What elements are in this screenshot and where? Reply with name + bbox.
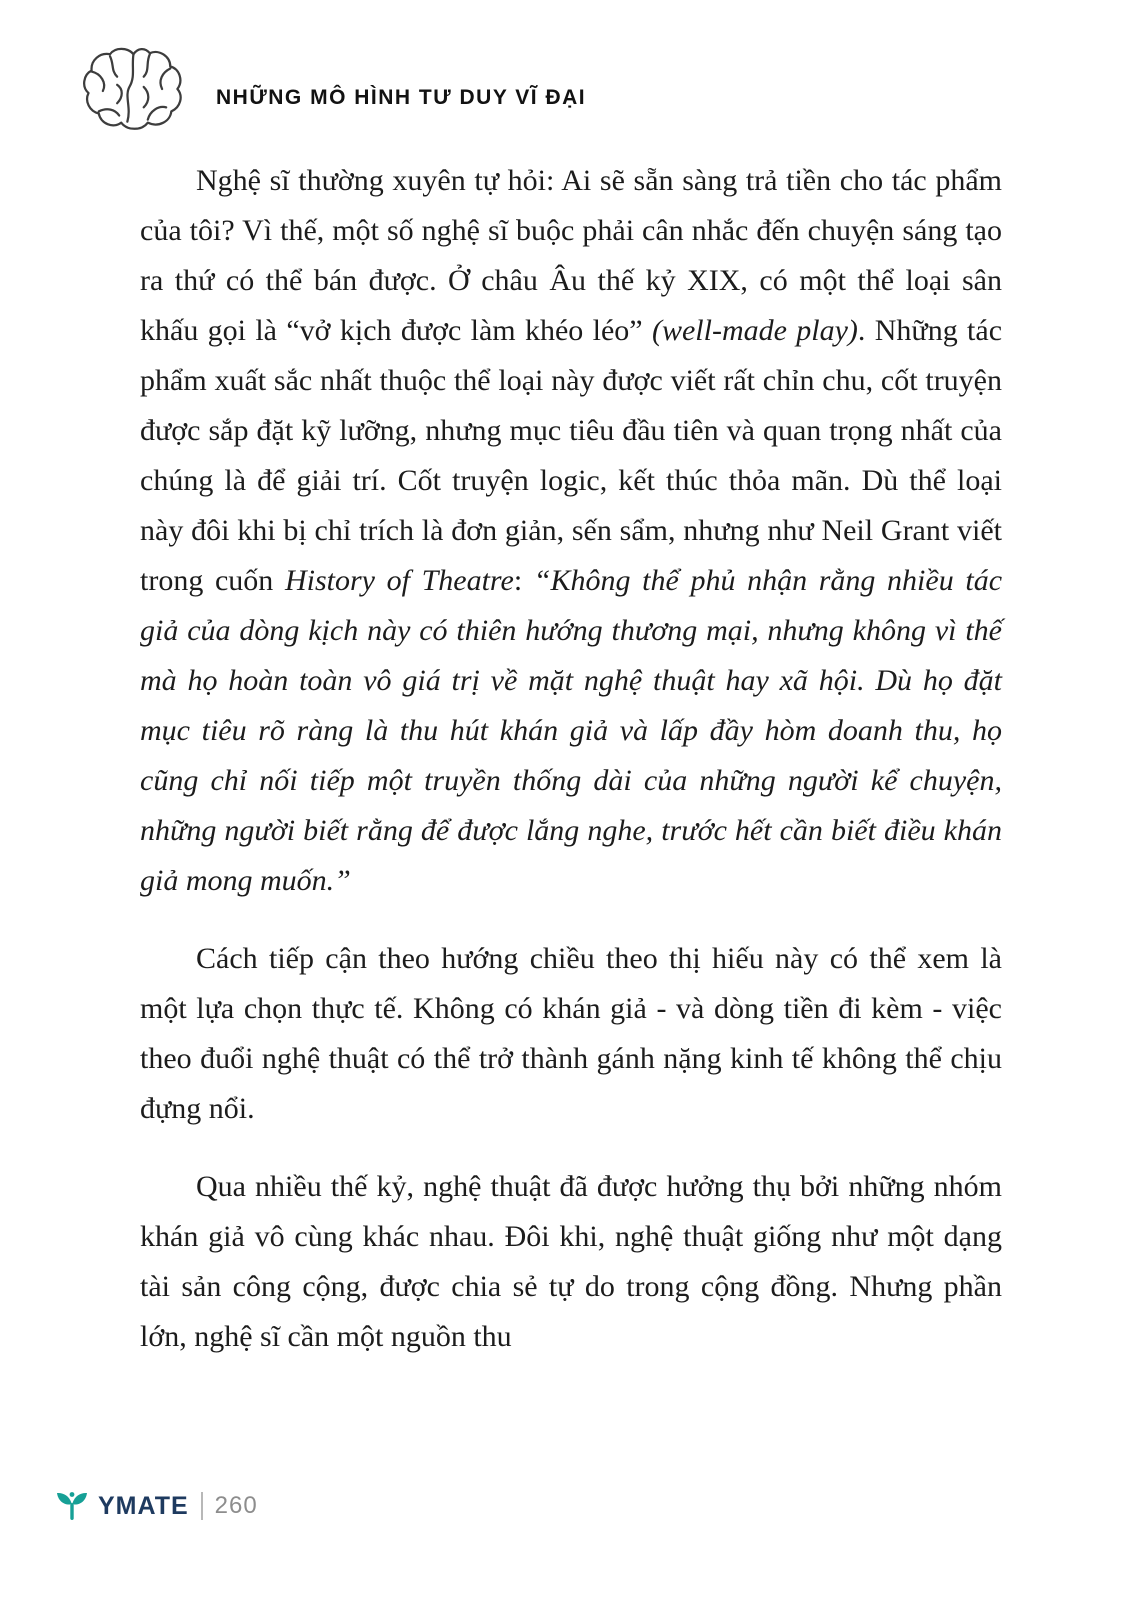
text-segment-italic: (well-made play) xyxy=(651,314,858,347)
paragraph-3 xyxy=(140,1162,1002,1362)
page-body xyxy=(140,156,1002,1390)
brand-name: YMATE xyxy=(98,1491,189,1520)
brain-icon xyxy=(80,44,188,138)
block-quote-italic: “Không thể phủ nhận rằng nhiều tác giả của dòng kịch này có thiên hướng thương mại, nhưng không vì thế mà họ hoàn toàn vô giá trị về mặt nghệ thuật hay xã hội. Dù họ đặt mục tiêu rõ ràng là thu hút khán giả và lấp đầy hòm doanh thu, họ cũng chỉ nối tiếp một truyền thống dài của những người kể chuyện, những người biết rằng để được lắng nghe, trước hết cần biết điều khán giả mong muốn.” xyxy=(140,564,1003,897)
paragraph-1 xyxy=(140,156,1002,906)
text-segment: . Những tác phẩm xuất sắc nhất thuộc thể loại này được viết rất chỉn chu, cốt truyện được sắp đặt kỹ lưỡng, nhưng mục tiêu đầu tiên và quan trọng nhất của chúng là để giải trí. Cốt truyện logic, kết thúc thỏa mãn. Dù thể loại này đôi khi bị chỉ trích là đơn giản, sến sẩm, nhưng như Neil Grant viết trong cuốn xyxy=(140,314,1003,597)
footer-divider xyxy=(201,1492,203,1520)
paragraph-2 xyxy=(140,934,1002,1134)
text-segment: Cách tiếp cận theo hướng chiều theo thị hiếu này có thể xem là một lựa chọn thực tế. Không có khán giả - và dòng tiền đi kèm - việc theo đuổi nghệ thuật có thể trở thành gánh nặng kinh tế không thể chịu đựng nổi. xyxy=(140,942,1002,1125)
page-number: 260 xyxy=(214,1492,258,1519)
running-title: NHỮNG MÔ HÌNH TƯ DUY VĨ ĐẠI xyxy=(216,86,587,109)
text-segment: Qua nhiều thế kỷ, nghệ thuật đã được hưởng thụ bởi những nhóm khán giả vô cùng khác nhau. Đôi khi, nghệ thuật giống như một dạng tài sản công cộng, được chia sẻ tự do trong cộng đồng. Nhưng phần lớn, nghệ sĩ cần một nguồn thu xyxy=(140,1170,1002,1353)
text-segment: : xyxy=(513,564,534,597)
ymate-logo-icon xyxy=(54,1490,90,1522)
page-header xyxy=(80,44,586,138)
text-segment: Nghệ sĩ thường xuyên tự hỏi: Ai sẽ sẵn sàng trả tiền cho tác phẩm của tôi? Vì thế, một số nghệ sĩ buộc phải cân nhắc đến chuyện sáng tạo ra thứ có thể bán được. Ở châu Âu thế kỷ XIX, có một thể loại sân khấu gọi là “vở kịch được làm khéo léo” xyxy=(140,164,1002,347)
page-footer xyxy=(54,1490,258,1522)
book-title-italic: History of Theatre xyxy=(284,564,514,597)
